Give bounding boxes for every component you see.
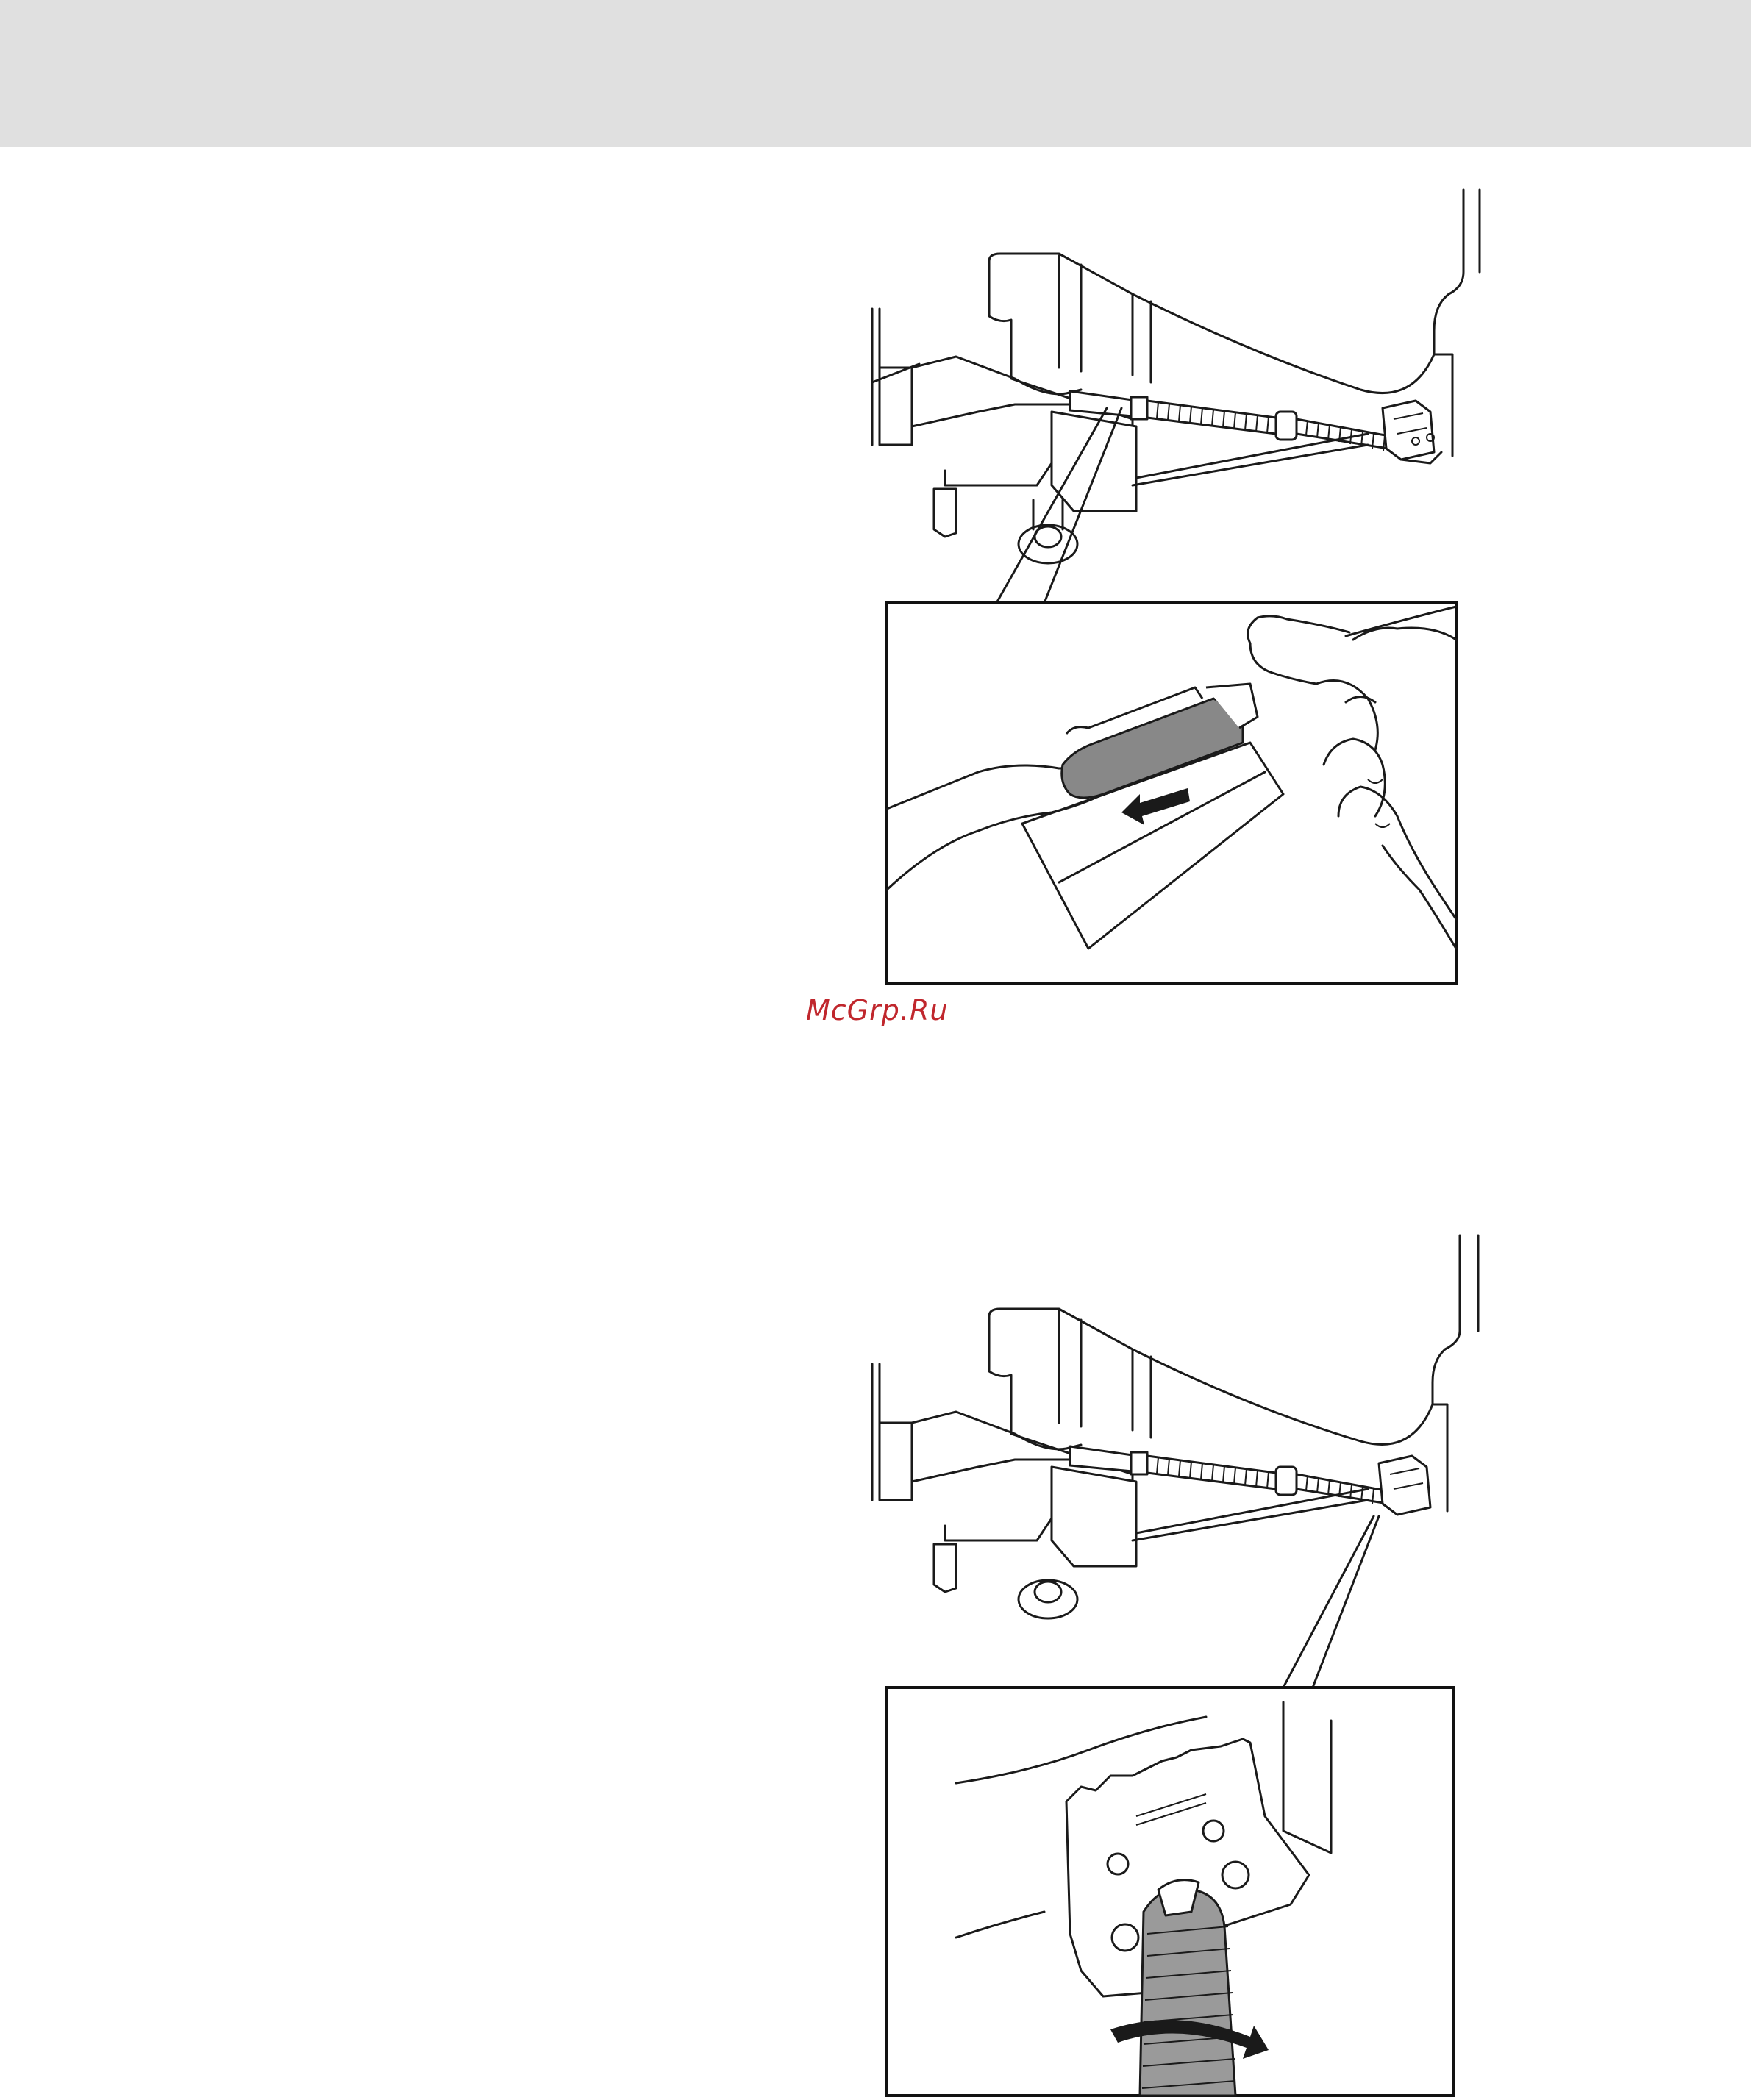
- header-band: [0, 0, 1751, 147]
- illustration-bottom: [0, 1228, 1751, 2100]
- drain-hose-bracket-illustration: [0, 1228, 1751, 2100]
- watermark: McGrp.Ru: [806, 994, 949, 1026]
- drain-hose-clip-illustration: [0, 184, 1751, 993]
- illustration-top: [0, 184, 1751, 993]
- corrugated-hose: [1147, 401, 1276, 434]
- cabinet-edge: [1434, 190, 1463, 456]
- corrugated-hose: [1140, 1888, 1235, 2096]
- hose-bracket: [1383, 401, 1434, 460]
